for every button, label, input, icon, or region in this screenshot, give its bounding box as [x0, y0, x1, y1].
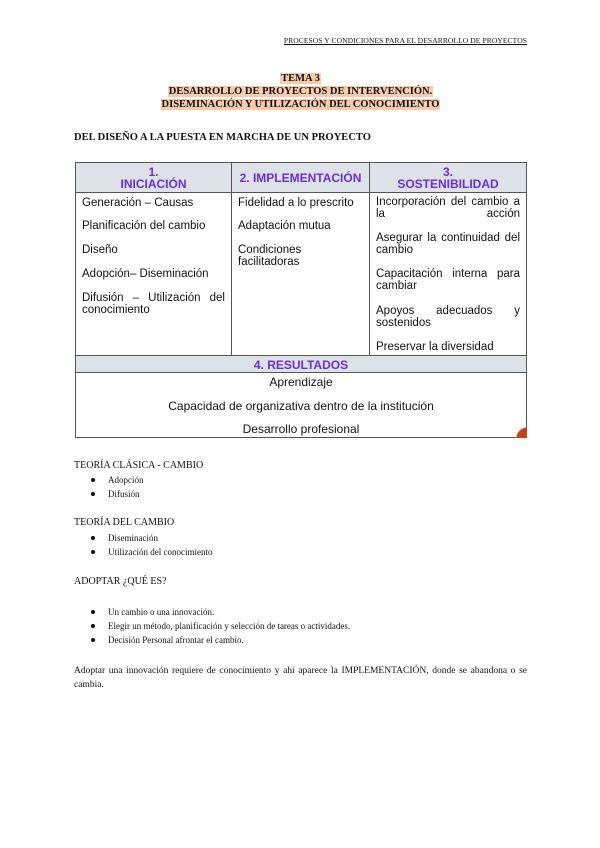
title-line-1: TEMA 3: [281, 73, 320, 84]
results-item: Aprendizaje: [269, 375, 333, 389]
list-item: Elegir un método, planificación y selección de tareas o actividades.: [74, 619, 350, 633]
corner-decoration-icon: [515, 426, 527, 438]
column-body-iniciacion: [76, 193, 231, 355]
list-item: Diseminación: [74, 531, 212, 545]
list-item: Generación – Causas: [82, 197, 194, 209]
column-body-implementacion: [231, 193, 369, 355]
column-header-iniciacion: [76, 163, 231, 193]
column-header-sostenibilidad: [369, 163, 526, 193]
column-number: 3.: [442, 165, 453, 179]
list-item: Planificación del cambio: [82, 220, 206, 232]
list-item: Difusión: [74, 487, 144, 501]
list-teoria-clasica: [74, 473, 144, 501]
heading-teoria-cambio: TEORÍA DEL CAMBIO: [74, 517, 175, 528]
list-item: Adaptación mutua: [238, 220, 331, 232]
section-title: DEL DISEÑO A LA PUESTA EN MARCHA DE UN PROYECTO: [74, 132, 371, 143]
column-body-sostenibilidad: [369, 193, 526, 355]
column-number: 1.: [148, 165, 159, 179]
list-item: Apoyos adecuados y sostenidos: [376, 305, 520, 329]
list-teoria-cambio: [74, 531, 212, 559]
list-item: Diseño: [82, 244, 118, 256]
conclusion-paragraph: Adoptar una innovación requiere de conocimiento y ahí aparece la IMPLEMENTACIÓN, donde se abandona o se cambia.: [74, 666, 527, 690]
list-item: Capacitación interna para cambiar: [376, 268, 520, 292]
project-phases-diagram: [75, 162, 527, 438]
list-item: Condiciones facilitadoras: [238, 244, 302, 268]
list-item: Incorporación del cambio a la acción: [376, 196, 520, 220]
list-item: Adopción– Diseminación: [82, 268, 209, 280]
list-item: Asegurar la continuidad del cambio: [376, 232, 520, 256]
column-label: INICIACIÓN: [120, 177, 187, 191]
title-line-2: DESARROLLO DE PROYECTOS DE INTERVENCIÓN.: [168, 86, 433, 97]
column-label: 2. IMPLEMENTACIÓN: [239, 171, 362, 185]
results-header: 4. RESULTADOS: [76, 355, 526, 373]
list-item: Adopción: [74, 473, 144, 487]
list-item: Preservar la diversidad: [376, 341, 494, 353]
title-line-3: DISEMINACIÓN Y UTILIZACIÓN DEL CONOCIMIENTO: [161, 99, 440, 110]
heading-adoptar: ADOPTAR ¿QUÉ ES?: [74, 576, 167, 587]
running-header: PROCESOS Y CONDICIONES PARA EL DESARROLLO DE PROYECTOS: [283, 36, 527, 45]
results-item: Desarrollo profesional: [242, 422, 360, 436]
list-item: Difusión – Utilización del conocimiento: [82, 292, 225, 316]
list-item: Utilización del conocimiento: [74, 545, 212, 559]
list-item: Un cambio o una innovación.: [74, 605, 350, 619]
list-item: Decisión Personal afrontar el cambio.: [74, 633, 350, 647]
document-title: [74, 72, 527, 111]
heading-teoria-clasica: TEORÍA CLÁSICA - CAMBIO: [74, 460, 204, 471]
list-item: Fidelidad a lo prescrito: [238, 197, 354, 209]
list-adoptar: [74, 605, 350, 647]
column-header-implementacion: [231, 163, 369, 193]
results-item: Capacidad de organizativa dentro de la institución: [168, 399, 434, 413]
column-label: SOSTENIBILIDAD: [397, 177, 499, 191]
